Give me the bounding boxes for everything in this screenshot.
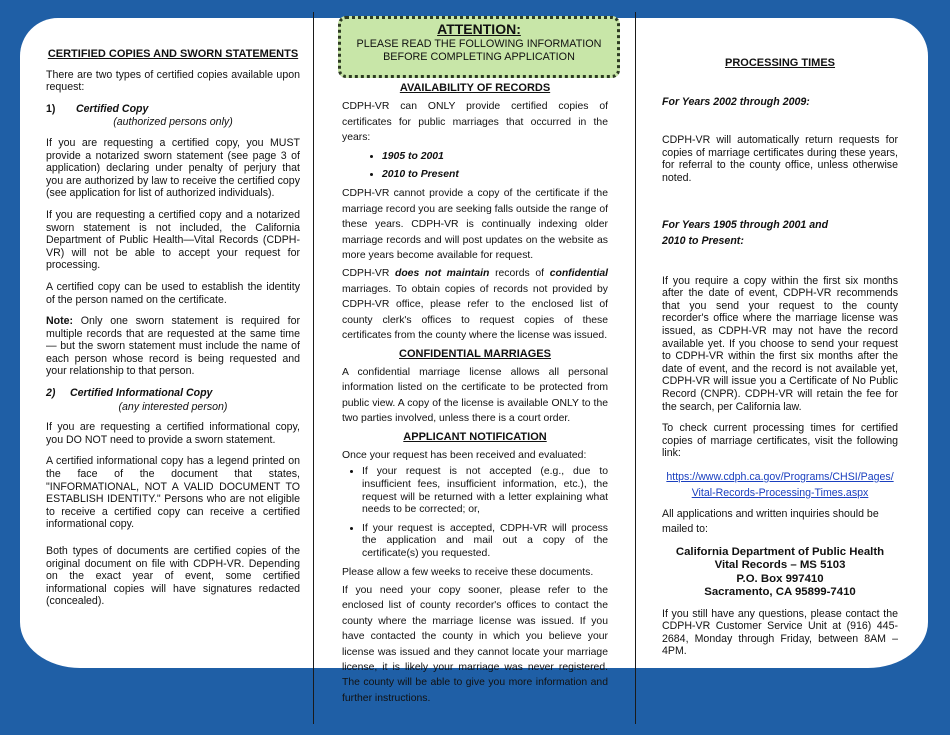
right-column bbox=[662, 57, 898, 667]
column-divider-left bbox=[313, 12, 314, 724]
item2-number: 2) bbox=[46, 387, 56, 400]
notification-item: • If your request is not accepted (e.g., due to insufficient fees, insufficient information, etc.), the request will be returned with a letter explaining what needs to be corrected; or, bbox=[362, 466, 608, 516]
text-run: CDPH-VR bbox=[342, 268, 395, 280]
left-paragraph-2: If you are requesting a certified copy and a notarized sworn statement is not included, the California Department of Public Health—Vital Records (CDPH-VR) will not be able to accept your request for processing. bbox=[46, 208, 300, 272]
attention-box bbox=[338, 16, 620, 78]
contact-paragraph: If you still have any questions, please contact the CDPH-VR Customer Service Unit at (916) 445-2684, Monday through Friday, between 8AM – 4PM. bbox=[662, 607, 898, 658]
attention-line-2: BEFORE COMPLETING APPLICATION bbox=[383, 51, 575, 63]
applicant-notification-heading: APPLICANT NOTIFICATION bbox=[403, 430, 547, 443]
range-paragraph: CDPH-VR cannot provide a copy of the certificate if the marriage record you are seeking falls outside the range of these years. CDPH-VR is continually indexing older marriage records and will post updates on the website as more years become available for request. bbox=[342, 188, 608, 262]
notification-item: • If your request is accepted, CDPH-VR will process the application and mail out a copy of the certificate(s) you requested. bbox=[362, 523, 608, 561]
mail-instructions: All applications and written inquiries should be mailed to: bbox=[662, 507, 879, 535]
address-line: Vital Records – MS 5103 bbox=[714, 559, 846, 572]
left-note bbox=[46, 315, 300, 378]
check-times-paragraph: To check current processing times for certified copies of marriage certificates, visit the following link: bbox=[662, 422, 898, 460]
note-text: Only one sworn statement is required for multiple records that are requested at the same time — but the sworn statement must include the name of each person whose record is being requested and your relationship to that person. bbox=[46, 315, 300, 378]
address-line: Sacramento, CA 95899-7410 bbox=[704, 586, 856, 599]
link-line-1[interactable]: https://www.cdph.ca.gov/Programs/CHSI/Pages/ bbox=[666, 470, 894, 483]
allow-weeks-text: Please allow a few weeks to receive these documents. bbox=[342, 566, 594, 578]
years-2002-2009-subheading: For Years 2002 through 2009: bbox=[662, 95, 810, 108]
mailing-address bbox=[662, 546, 898, 600]
item1-subtitle: (authorized persons only) bbox=[113, 116, 233, 129]
auto-return-paragraph: CDPH-VR will automatically return requests for copies of marriage certificates during these years, for referral to the county office, unless otherwise noted. bbox=[662, 134, 898, 184]
six-months-paragraph: If you require a copy within the first six months after the date of event, CDPH-VR recommends that you send your request to the county recorder's office where the marriage license was issued, as CDPH-VR may not have the record available yet. If you choose to send your request to CDPH-VR within the first six months after the date of event, and the record is not available yet, CDPH-VR will issue you a Certificate of No Public Record (CNPR). CDPH-VR will retain the fee for the search, per California law. bbox=[662, 274, 898, 413]
text-run: marriages. To obtain copies of records not provided by CDPH-VR office, please refer to the enclosed list of county clerk's offices to request copies of these certificates from the county where the license was issued. bbox=[342, 283, 608, 342]
left-paragraph-5: A certified informational copy has a legend printed on the face of the document that states, "INFORMATIONAL, NOT A VALID DOCUMENT TO ESTABLISH IDENTITY." Persons who are not eligible to receive a certified copy can receive a certified informational copy. bbox=[46, 455, 300, 531]
attention-title: ATTENTION: bbox=[437, 21, 521, 37]
evaluation-intro: Once your request has been received and evaluated: bbox=[342, 449, 587, 461]
text-run: records of bbox=[489, 268, 550, 280]
years-2010-subheading: 2010 to Present: bbox=[662, 234, 744, 247]
address-line: California Department of Public Health bbox=[675, 545, 885, 558]
left-paragraph-6: Both types of documents are certified copies of the original document on file with CDPH-VR. Depending on the exact year of event, some certified informational copies will have signatures redacted (concealed). bbox=[46, 545, 300, 608]
item1-title: Certified Copy bbox=[76, 102, 149, 115]
item1-heading bbox=[46, 103, 300, 116]
column-divider-right bbox=[635, 12, 636, 724]
year-range-item: • 2010 to Present bbox=[382, 167, 608, 182]
years-list bbox=[342, 149, 608, 183]
need-sooner-paragraph: If you need your copy sooner, please refer to the enclosed list of county recorder's offices to contact the county where the marriage license was issued. If you have contacted the county in which you believe your license was issued and they cannot locate your marriage license, it is likely your marriage was never registered. The county will be able to give you more information and further instructions. bbox=[342, 584, 608, 704]
link-line-2[interactable]: Vital-Records-Processing-Times.aspx bbox=[691, 486, 869, 499]
availability-heading: AVAILABILITY OF RECORDS bbox=[399, 82, 551, 94]
year-range-item: • 1905 to 2001 bbox=[382, 149, 608, 164]
middle-column bbox=[342, 79, 608, 709]
years-1905-subheading: For Years 1905 through 2001 and bbox=[662, 218, 829, 231]
left-paragraph-1: If you are requesting a certified copy, you MUST provide a notarized sworn statement (see page 3 of application) declaring under penalty of perjury that you are authorized by law to receive the certified copy (see application for list of authorized individuals). bbox=[46, 136, 300, 200]
item1-number: 1) bbox=[46, 102, 56, 115]
address-line: P.O. Box 997410 bbox=[736, 572, 824, 585]
left-paragraph-4: If you are requesting a certified informational copy, you DO NOT need to provide a sworn statement. bbox=[46, 421, 300, 446]
confidential-records-paragraph bbox=[342, 266, 608, 343]
left-paragraph-3: A certified copy can be used to establish the identity of the person named on the certificate. bbox=[46, 280, 300, 306]
left-column bbox=[46, 48, 300, 617]
item2-heading bbox=[46, 387, 300, 400]
item2-title: Certified Informational Copy bbox=[70, 387, 213, 400]
confidential-marriages-paragraph: A confidential marriage license allows all personal information listed on the certificate to be protected from public view. A copy of the license is available ONLY to the two parties involved, unless there is a court order. bbox=[342, 366, 608, 425]
availability-paragraph: CDPH-VR can ONLY provide certified copies of certificates for public marriages that occurred in the years: bbox=[342, 101, 608, 144]
emphasis-does-not-maintain: does not maintain bbox=[394, 268, 490, 280]
note-label: Note: bbox=[46, 315, 74, 328]
item2-subtitle: (any interested person) bbox=[118, 400, 228, 413]
notification-list bbox=[342, 466, 608, 560]
confidential-marriages-heading: CONFIDENTIAL MARRIAGES bbox=[399, 347, 551, 360]
processing-times-heading: PROCESSING TIMES bbox=[724, 57, 836, 69]
left-heading: CERTIFIED COPIES AND SWORN STATEMENTS bbox=[47, 48, 299, 60]
processing-times-link[interactable] bbox=[662, 469, 898, 501]
left-intro: There are two types of certified copies available upon request: bbox=[46, 68, 300, 94]
attention-line-1: PLEASE READ THE FOLLOWING INFORMATION bbox=[356, 38, 602, 50]
emphasis-confidential: confidential bbox=[549, 268, 608, 280]
